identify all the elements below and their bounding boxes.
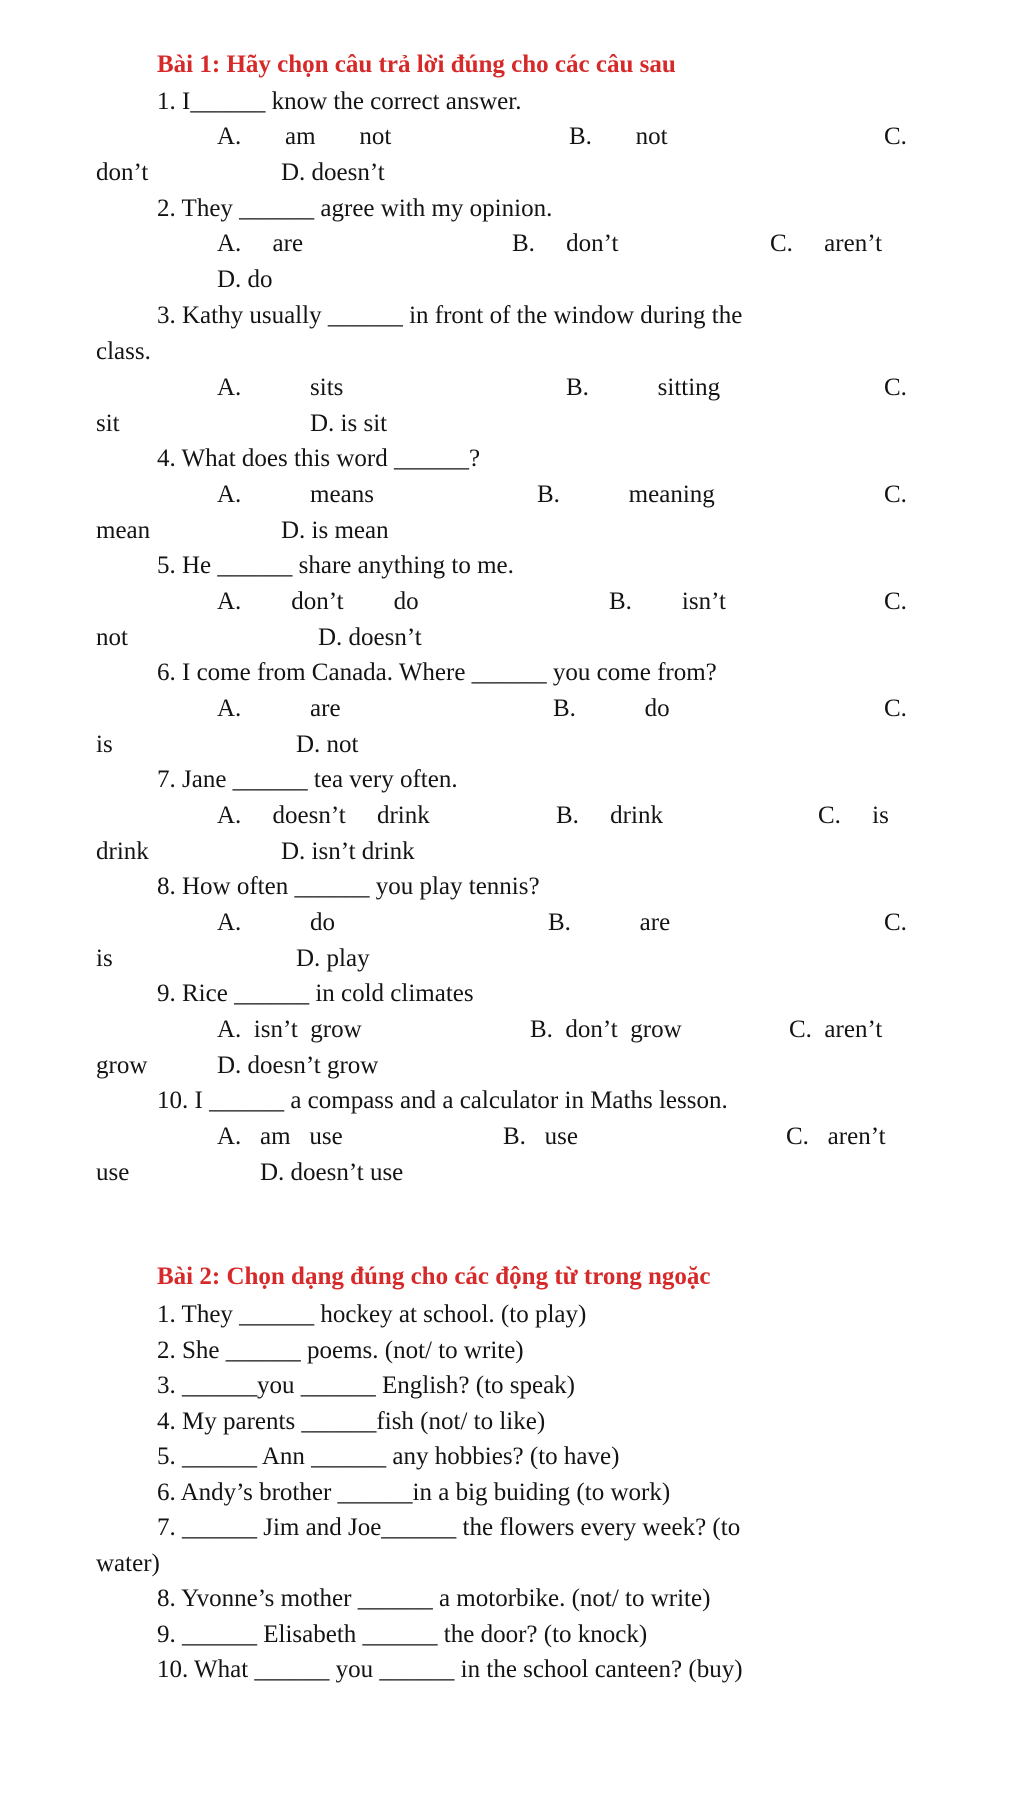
question-5: 5. He ______ share anything to me.: [157, 552, 514, 579]
question-8: 8. How often ______ you play tennis?: [157, 873, 540, 900]
option-d: D. doesn’t: [281, 159, 385, 186]
option-a: A. are: [217, 695, 341, 722]
option-a: A. isn’t grow: [217, 1016, 362, 1043]
option-a: A. am use: [217, 1123, 343, 1150]
option-b: B. are: [548, 909, 671, 936]
exercise-item-4: 4. My parents ______fish (not/ to like): [157, 1408, 546, 1435]
option-d: D. doesn’t grow: [217, 1052, 379, 1079]
question-10: 10. I ______ a compass and a calculator in Maths lesson.: [157, 1087, 728, 1114]
option-a: A. means: [217, 481, 374, 508]
option-c: C.: [884, 695, 907, 722]
option-c: C. is: [818, 802, 889, 829]
question-6: 6. I come from Canada. Where ______ you come from?: [157, 659, 717, 686]
option-d: D. is sit: [310, 410, 388, 437]
question-2: 2. They ______ agree with my opinion.: [157, 195, 553, 222]
option-c-wrap: is: [96, 945, 113, 972]
option-c: C.: [884, 123, 907, 150]
option-d: D. not: [296, 731, 359, 758]
option-a: A. am not: [217, 123, 392, 150]
option-b: B. do: [553, 695, 670, 722]
option-c: C.: [884, 909, 907, 936]
exercise-item-9: 9. ______ Elisabeth ______ the door? (to knock): [157, 1621, 648, 1648]
exercise-item-6: 6. Andy’s brother ______in a big buiding (to work): [157, 1479, 671, 1506]
exercise-item-3: 3. ______you ______ English? (to speak): [157, 1372, 576, 1399]
exercise-item-10: 10. What ______ you ______ in the school canteen? (buy): [157, 1656, 743, 1683]
option-c-wrap: not: [96, 624, 128, 651]
option-c-wrap: grow: [96, 1052, 148, 1079]
exercise-item-2: 2. She ______ poems. (not/ to write): [157, 1337, 524, 1364]
question-3: 3. Kathy usually ______ in front of the window during the: [157, 302, 743, 329]
option-d: D. do: [217, 266, 273, 293]
option-b: B. meaning: [537, 481, 715, 508]
option-c: C.: [884, 481, 907, 508]
option-c: C.: [884, 588, 907, 615]
option-d: D. doesn’t use: [260, 1159, 404, 1186]
option-c: C.: [884, 374, 907, 401]
option-a: A. don’t do: [217, 588, 419, 615]
question-4: 4. What does this word ______?: [157, 445, 481, 472]
option-d: D. isn’t drink: [281, 838, 415, 865]
option-a: A. sits: [217, 374, 344, 401]
option-b: B. use: [503, 1123, 578, 1150]
option-c-wrap: sit: [96, 410, 120, 437]
option-b: B. don’t grow: [530, 1016, 682, 1043]
option-a: A. do: [217, 909, 336, 936]
option-b: B. drink: [556, 802, 663, 829]
question-7: 7. Jane ______ tea very often.: [157, 766, 458, 793]
option-c-wrap: drink: [96, 838, 149, 865]
option-c: C. aren’t: [770, 230, 883, 257]
option-b: B. sitting: [566, 374, 721, 401]
question-9: 9. Rice ______ in cold climates: [157, 980, 474, 1007]
option-c: C. aren’t: [789, 1016, 883, 1043]
option-a: A. are: [217, 230, 304, 257]
option-b: B. isn’t: [609, 588, 726, 615]
option-d: D. doesn’t: [318, 624, 422, 651]
option-d: D. is mean: [281, 517, 389, 544]
option-c-wrap: mean: [96, 517, 151, 544]
exercise-item-7-wrap: water): [96, 1550, 160, 1577]
option-c-wrap: is: [96, 731, 113, 758]
option-c: C. aren’t: [786, 1123, 886, 1150]
option-d: D. play: [296, 945, 370, 972]
exercise-item-8: 8. Yvonne’s mother ______ a motorbike. (not/ to write): [157, 1585, 711, 1612]
question-3-wrap: class.: [96, 338, 151, 365]
option-b: B. not: [569, 123, 668, 150]
option-b: B. don’t: [512, 230, 619, 257]
option-c-wrap: don’t: [96, 159, 149, 186]
exercise-item-1: 1. They ______ hockey at school. (to play): [157, 1301, 587, 1328]
option-c-wrap: use: [96, 1159, 130, 1186]
section-2-title: Bài 2: Chọn dạng đúng cho các động từ trong ngoặc: [157, 1263, 711, 1290]
section-1-title: Bài 1: Hãy chọn câu trả lời đúng cho các câu sau: [157, 51, 676, 78]
option-a: A. doesn’t drink: [217, 802, 430, 829]
exercise-item-5: 5. ______ Ann ______ any hobbies? (to have): [157, 1443, 620, 1470]
exercise-item-7: 7. ______ Jim and Joe______ the flowers every week? (to: [157, 1514, 741, 1541]
question-1: 1. I______ know the correct answer.: [157, 88, 522, 115]
